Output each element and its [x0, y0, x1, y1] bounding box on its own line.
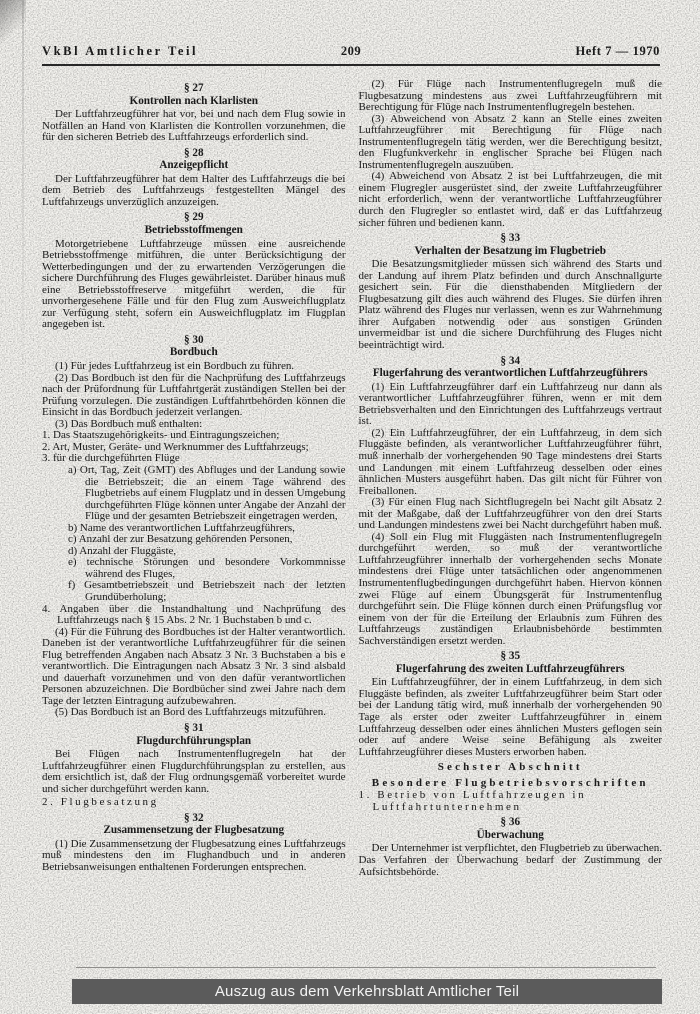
- paragraph: Der Unternehmer ist verpflichtet, den Flugbetrieb zu überwachen. Das Verfahren der Überwachung bedarf der Zustimmung der Aufsichtsbehörde.: [358, 842, 662, 878]
- journal-title: VkBl Amtlicher Teil: [42, 44, 199, 58]
- paragraph: (4) Abweichend von Absatz 2 ist bei Luftfahrzeugen, die mit einem Flugregler ausgerüstet sind, der zweite Luftfahrzeugführer nicht erforderlich, wenn der verantwortliche Luftfahrzeugführer durch den Flugregler so entlastet wird, daß er das Luftfahrzeug sicher führen und bedienen kann.: [358, 170, 662, 229]
- footer-banner-label: Auszug aus dem Verkehrsblatt Amtlicher Teil: [214, 983, 520, 1000]
- text-columns: [0, 66, 700, 878]
- section-title: Überwachung: [476, 828, 544, 841]
- paragraph: (3) Das Bordbuch muß enthalten:: [55, 417, 203, 430]
- section-title: Verhalten der Besatzung im Flugbetrieb: [414, 244, 606, 257]
- section-title: Anzeigepflicht: [159, 159, 229, 172]
- section-title: Flugerfahrung des zweiten Luftfahrzeugführers: [395, 662, 625, 675]
- list-item: c) Anzahl der zur Besatzung gehörenden Personen,: [68, 533, 293, 546]
- section-number: § 29: [183, 211, 204, 224]
- list-item: 3. für die durchgeführten Flüge: [42, 452, 180, 465]
- footer-banner: [72, 979, 662, 1004]
- footer-rule: [76, 967, 656, 968]
- section-title: Zusammensetzung der Flugbesatzung: [103, 824, 285, 837]
- list-item: 2. Art, Muster, Geräte- und Werknummer des Luftfahrzeugs;: [42, 440, 309, 453]
- page-number: 209: [340, 44, 362, 58]
- paragraph: Bei Flügen nach Instrumentenflugregeln hat der Luftfahrzeugführer einen Flugdurchführungsplan zu erstellen, aus dem ersichtlich ist, daß der Flug ordnungsgemäß vorbereitet wurde und sicher durchgeführt werden kann.: [42, 748, 346, 795]
- paragraph: (1) Für jedes Luftfahrzeug ist ein Bordbuch zu führen.: [55, 360, 295, 373]
- section-title: Flugerfahrung des verantwortlichen Luftfahrzeugführers: [372, 367, 648, 380]
- paragraph: (2) Ein Luftfahrzeugführer, der ein Luftfahrzeug, in dem sich Fluggäste befinden, als verantworlicher Luftfahrzeugführer führt, muß innerhalb der vorhergehenden 90 Tage mindestens drei Starts und Landungen mit einem Luftfahrzeug desselben oder eines ähnlichen Musters ausgeführt haben. Das gilt nicht für Führer von Freiballonen.: [358, 426, 662, 497]
- paragraph: (4) Soll ein Flug mit Fluggästen nach Instrumentenflugregeln durchgeführt werden, so muß der verantwortliche Luftfahrzeugführer innerhalb der vorhergehenden sechs Monate mindestens drei Flüge unter tatsächlichen oder angenommenen Instrumentenflugbedingungen durchgeführt haben. Hiervon können zwei Flüge auf einem Übungsgerät für Instrumentenflug durchgeführt sein. Die Flüge können durch einen Prüfungsflug vor einem von der für die Erteilung der Erlaubnis zum Führen des Luftfahrzeugs zuständigen Erlaubnisbehörde bestimmten Sachverständigen ersetzt werden.: [358, 530, 662, 647]
- paragraph: (2) Das Bordbuch ist den für die Nachprüfung des Luftfahrzeugs nach der Prüfordnung für Luftfahrtgerät zuständigen Stellen bei der Prüfung vorzulegen. Die zuständigen Luftfahrtbehörden können die Einsicht in das Bordbuch jederzeit verlangen.: [42, 371, 346, 419]
- paragraph: Der Luftfahrzeugführer hat vor, bei und nach dem Flug sowie in Notfällen an Hand von Klarlisten die Kontrollen vorzunehmen, die für den sicheren Betrieb des Luftfahrzeugs erforderlich sind.: [42, 108, 346, 144]
- paragraph: (4) Für die Führung des Bordbuches ist der Halter verantwortlich. Daneben ist der verantwortliche Luftfahrzeugführer für die seinen Flug betreffenden Angaben nach Absatz 3 Nr. 3 Buchstaben a bis e verantwortlich. Die Eintragungen nach Absatz 3 Nr. 3 sind alsbald und dauerhaft vorzunehmen und von den dafür verantwortlichen Personen abzuzeichnen. Die Bordbücher sind zwei Jahre nach dem Tage der letzten Eintragung aufzubewahren.: [42, 625, 346, 707]
- list-item: 4. Angaben über die Instandhaltung und Nachprüfung des Luftfahrzeugs nach § 15 Abs. 2 Nr. 1 Buchstaben b und c.: [42, 602, 346, 627]
- chapter-heading: Besondere Flugbetriebsvorschriften: [371, 776, 649, 789]
- paragraph: (3) Abweichend von Absatz 2 kann an Stelle eines zweiten Luftfahrzeugführer mit Berechtigung für Flüge nach Instrumentenflugregeln tätig werden, wer die Berechtigung besitzt, den Flugfunkverkehr in englischer Sprache bei Flügen nach Instrumentenflugregeln auszuüben.: [358, 112, 662, 171]
- list-item: d) Anzahl der Fluggäste,: [68, 544, 177, 557]
- paragraph: Der Luftfahrzeugführer hat dem Halter des Luftfahrzeugs die bei dem Betrieb des Luftfahrzeugs festgestellten Mängel des Luftfahrzeugs unverzüglich anzuzeigen.: [42, 172, 346, 208]
- issue-label: Heft 7 — 1970: [575, 44, 660, 58]
- list-item: f) Gesamtbetriebszeit und Betriebszeit nach der letzten Grundüberholung;: [68, 579, 346, 603]
- paragraph: (1) Ein Luftfahrzeugführer darf ein Luftfahrzeug nur dann als verantwortlicher Luftfahrzeugführer führen, wenn er mit dem Betriebsverhalten und den Einrichtungen des Luftfahrzeugs vertraut ist.: [358, 380, 662, 428]
- list-item: a) Ort, Tag, Zeit (GMT) des Abfluges und der Landung sowie die Betriebszeit; die an einem Tage während des Flugbetriebs auf einem Flugplatz und in dessen Umgebung durchgeführten Flüge können unter Angabe der Anzahl der Flüge und der gesamten Betriebszeit eingetragen werden,: [68, 463, 346, 523]
- section-title: Kontrollen nach Klarlisten: [129, 94, 258, 107]
- list-item: 1. Das Staatszugehörigkeits- und Eintragungszeichen;: [42, 429, 280, 442]
- section-title: Betriebsstoffmengen: [144, 224, 243, 237]
- right-column: [359, 79, 663, 878]
- section-number: § 27: [183, 82, 204, 94]
- left-column: [42, 79, 346, 878]
- section-number: § 31: [183, 721, 204, 734]
- section-number: § 33: [500, 232, 521, 245]
- paragraph: (2) Für Flüge nach Instrumentenflugregeln muß die Flugbesatzung mindestens aus zwei Luftfahrzeugführern mit Berechtigung für Flüge nach Instrumentenflugregeln bestehen.: [358, 78, 662, 114]
- subheading: 1. Betrieb von Luftfahrzeugen in Luftfahrtunternehmen: [358, 789, 587, 813]
- paragraph: (5) Das Bordbuch ist an Bord des Luftfahrzeugs mitzuführen.: [55, 706, 326, 719]
- section-title: Bordbuch: [169, 346, 218, 359]
- section-number: § 30: [183, 333, 204, 346]
- section-number: § 34: [500, 354, 521, 367]
- section-number: § 35: [500, 650, 521, 663]
- section-number: § 28: [183, 146, 204, 159]
- section-number: § 36: [500, 816, 521, 829]
- list-item: e) technische Störungen und besondere Vorkommnisse während des Fluges,: [68, 556, 346, 580]
- chapter-heading: Sechster Abschnitt: [437, 761, 583, 774]
- subheading: 2. Flugbesatzung: [42, 796, 159, 809]
- paragraph: (3) Für einen Flug nach Sichtflugregeln bei Nacht gilt Absatz 2 mit der Maßgabe, daß der Luftfahrzeugführer von den drei Starts und Landungen mindestens zwei bei Nacht durchgeführt haben muß.: [358, 496, 662, 532]
- scan-crease: [22, 0, 24, 430]
- paragraph: Ein Luftfahrzeugführer, der in einem Luftfahrzeug, in dem sich Fluggäste befinden, als zweiter Luftfahrzeugführer beim Start oder bei der Landung tätig wird, muß innerhalb der vorhergehenden 90 Tage als erster oder zweiter Luftfahrzeugführer in einem Luftfahrzeug desselben oder eines ähnlichen Musters geflogen sein oder auf andere Weise seine Befähigung als zweiter Luftfahrzeugführer dieses Musters erworben haben.: [358, 676, 662, 758]
- page-header: [0, 0, 700, 64]
- section-title: Flugdurchführungsplan: [136, 734, 252, 747]
- section-number: § 32: [183, 811, 204, 824]
- paragraph: Motorgetriebene Luftfahrzeuge müssen eine ausreichende Betriebsstoffmenge mitführen, die unter Berücksichtigung der Wetterbedingungen und der zu erwartenden Verzögerungen die sichere Durchführung des Fluges gewährleistet. Darüber hinaus muß eine Betriebsstoffreserve mitgeführt werden, die für unvorhergesehene Fälle und für den Flug zum Ausweichflugplatz zur Verfügung steht, sofern ein Ausweichflugplatz im Flugplan angegeben ist.: [42, 237, 346, 331]
- list-item: b) Name des verantwortlichen Luftfahrzeugführers,: [68, 521, 295, 534]
- paragraph: (1) Die Zusammensetzung der Flugbesatzung eines Luftfahrzeugs muß mindestens den im Flughandbuch und in anderen Betriebsanweisungen enthaltenen Forderungen entsprechen.: [42, 837, 346, 873]
- paragraph: Die Besatzungsmitglieder müssen sich während des Starts und der Landung auf ihrem Platz befinden und durch Anschnallgurte gesichert sein. Für die diensthabenden Mitgliedern der Flugbesatzung gilt dies auch während des Fluges. Sie dürfen ihren Platz während des Fluges nur verlassen, wenn es zur Wahrnehmung ihrer Aufgaben notwendig oder aus sonstigen Gründen unvermeidbar ist und die sichere Durchführung des Fluges nicht beeinträchtigt wird.: [358, 258, 662, 352]
